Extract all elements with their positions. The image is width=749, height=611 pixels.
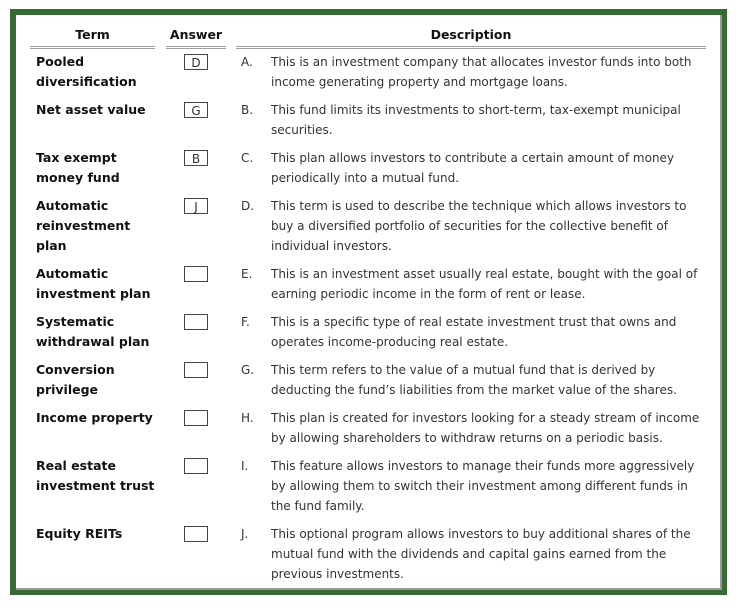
answer-field[interactable] [184, 314, 208, 330]
description-letter: I. [241, 459, 249, 473]
answer-field[interactable] [184, 458, 208, 474]
description-letter: D. [241, 199, 255, 213]
header-underline-description [236, 46, 706, 49]
answer-field[interactable] [184, 266, 208, 282]
description-letter: E. [241, 267, 253, 281]
description-text: This plan allows investors to contribute a certain amount of money periodically into a mutual fund. [271, 151, 675, 185]
term-label: Pooled diversification [36, 54, 137, 89]
term-label: Income property [36, 410, 153, 425]
term-label: Tax exempt money fund [36, 150, 120, 185]
description-letter: G. [241, 363, 255, 377]
answer-field[interactable]: B [184, 150, 208, 166]
description-letter: F. [241, 315, 250, 329]
header-underline-answer [166, 46, 226, 49]
answer-field[interactable]: D [184, 54, 208, 70]
description-text: This is an investment company that allocates investor funds into both income generating property and mortgage loans. [271, 55, 692, 89]
header-term: Term [75, 27, 110, 42]
answer-field[interactable] [184, 410, 208, 426]
description-text: This fund limits its investments to short-term, tax-exempt municipal securities. [271, 103, 681, 137]
header-description: Description [430, 27, 512, 42]
description-letter: C. [241, 151, 254, 165]
description-text: This term is used to describe the technique which allows investors to buy a diversified portfolio of securities for the collective benefit of individual investors. [271, 199, 687, 253]
term-label: Systematic withdrawal plan [36, 314, 150, 349]
description-text: This is a specific type of real estate investment trust that owns and operates income-producing real estate. [271, 315, 677, 349]
description-text: This term refers to the value of a mutual fund that is derived by deducting the fund’s liabilities from the market value of the shares. [271, 363, 677, 397]
description-text: This feature allows investors to manage their funds more aggressively by allowing them to switch their investment among different funds in the fund family. [271, 459, 695, 513]
description-letter: H. [241, 411, 254, 425]
term-label: Automatic investment plan [36, 266, 151, 301]
term-label: Conversion privilege [36, 362, 115, 397]
matching-table [16, 15, 722, 590]
description-text: This plan is created for investors looking for a steady stream of income by allowing shareholders to withdraw returns on a periodic basis. [271, 411, 700, 445]
answer-field[interactable]: J [184, 198, 208, 214]
matching-exercise-frame [10, 9, 727, 595]
description-text: This is an investment asset usually real estate, bought with the goal of earning periodic income in the form of rent or lease. [271, 267, 698, 301]
term-label: Real estate investment trust [36, 458, 155, 493]
answer-field[interactable]: G [184, 102, 208, 118]
header-underline-term [30, 46, 155, 49]
description-letter: A. [241, 55, 253, 69]
description-letter: J. [241, 527, 249, 541]
description-text: This optional program allows investors to buy additional shares of the mutual fund with the dividends and capital gains earned from the previous investments. [271, 527, 691, 581]
answer-field[interactable] [184, 526, 208, 542]
answer-field[interactable] [184, 362, 208, 378]
term-label: Net asset value [36, 102, 146, 117]
description-letter: B. [241, 103, 254, 117]
term-label: Automatic reinvestment plan [36, 198, 131, 253]
term-label: Equity REITs [36, 526, 123, 541]
header-answer: Answer [169, 27, 223, 42]
